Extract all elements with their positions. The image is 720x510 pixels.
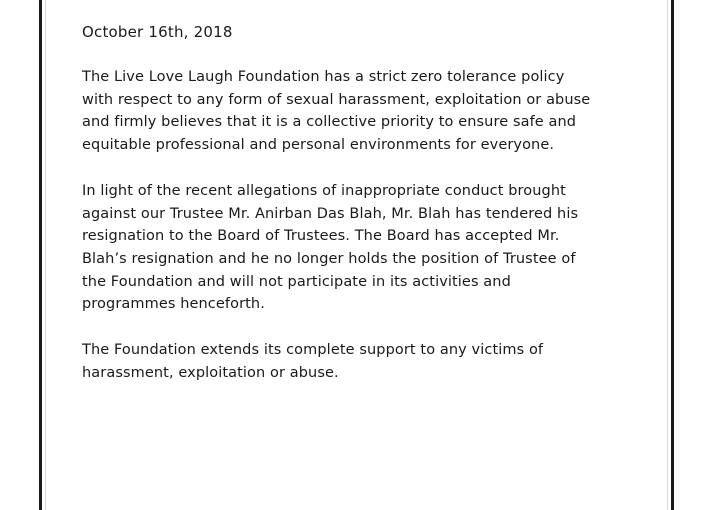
text-line: harassment, exploitation or abuse. — [82, 364, 339, 381]
text-line: with respect to any form of sexual harassment, exploitation or abuse — [82, 91, 591, 108]
text-line: against our Trustee Mr. Anirban Das Blah, Mr. Blah has tendered his — [82, 205, 579, 222]
text-line: equitable professional and personal environments for everyone. — [82, 137, 555, 154]
paragraph-support — [82, 339, 642, 384]
text-line: Blah’s resignation and he no longer holds the position of Trustee of — [82, 250, 576, 267]
text-line: and firmly believes that it is a collective priority to ensure safe and — [82, 114, 577, 131]
text-line: The Live Love Laugh Foundation has a strict zero tolerance policy — [82, 69, 565, 85]
paragraph-resignation — [82, 180, 642, 316]
text-line: In light of the recent allegations of inappropriate conduct brought — [82, 182, 566, 199]
text-line: resignation to the Board of Trustees. The Board has accepted Mr. — [82, 228, 560, 245]
paragraph-policy — [82, 66, 642, 157]
letter-date: October 16th, 2018 — [82, 23, 233, 41]
text-line: programmes henceforth. — [82, 296, 265, 313]
text-line: the Foundation and will not participate in its activities and — [82, 273, 511, 290]
letter-body — [82, 22, 642, 407]
text-line: The Foundation extends its complete support to any victims of — [82, 342, 544, 359]
